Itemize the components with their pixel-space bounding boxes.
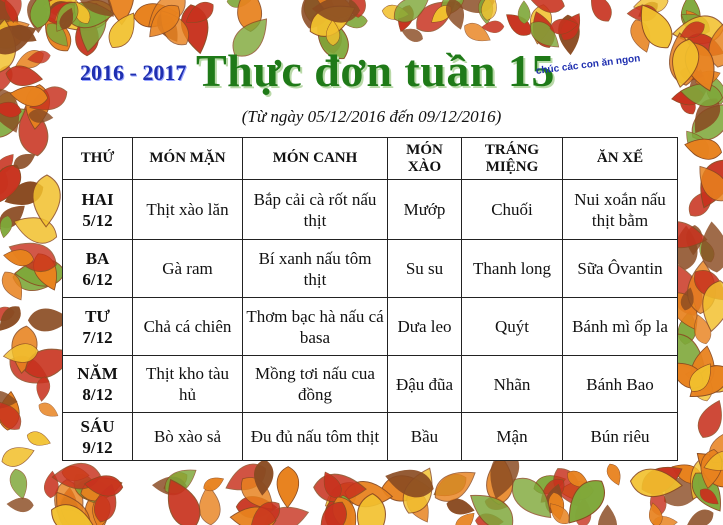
table-row <box>63 298 678 356</box>
autumn-leaf <box>0 442 37 470</box>
main-dish-cell: Thịt xào lăn <box>133 180 243 240</box>
dessert-cell: Quýt <box>462 298 563 356</box>
table-header-row <box>63 138 678 180</box>
snack-cell: Sữa Ôvantin <box>563 240 678 298</box>
dessert-cell: Chuối <box>462 180 563 240</box>
table-row <box>63 356 678 413</box>
main-dish-cell: Bò xào sả <box>133 413 243 461</box>
main-dish-cell: Gà ram <box>133 240 243 298</box>
autumn-leaf <box>598 505 616 525</box>
autumn-leaf <box>25 429 52 449</box>
day-name: HAI <box>81 189 114 209</box>
day-date: 8/12 <box>82 385 113 404</box>
day-cell <box>63 356 133 413</box>
day-name: SÁU <box>80 416 115 436</box>
soup-cell: Bí xanh nấu tôm thịt <box>243 240 388 298</box>
day-cell <box>63 180 133 240</box>
dessert-cell: Thanh long <box>462 240 563 298</box>
autumn-leaf <box>277 466 299 507</box>
autumn-leaf <box>36 400 61 421</box>
day-date: 9/12 <box>82 437 113 457</box>
dessert-cell: Mận <box>462 413 563 461</box>
day-date: 5/12 <box>82 210 113 230</box>
autumn-leaf <box>7 467 30 501</box>
autumn-leaf <box>604 462 624 488</box>
stir-fry-cell: Dưa leo <box>388 298 462 356</box>
col-header-soup: MÓN CANH <box>243 138 388 180</box>
col-header-day: THỨ <box>63 138 133 180</box>
day-cell <box>63 413 133 461</box>
stir-fry-cell: Bầu <box>388 413 462 461</box>
weekly-menu-table <box>62 137 678 461</box>
main-dish-cell: Thịt kho tàu hủ <box>133 356 243 413</box>
col-header-stir-fry: MÓN XÀO <box>388 138 462 180</box>
day-date: 7/12 <box>82 327 113 347</box>
snack-cell: Bún riêu <box>563 413 678 461</box>
day-date: 6/12 <box>82 269 113 289</box>
soup-cell: Mồng tơi nấu cua đồng <box>243 356 388 413</box>
day-cell <box>63 298 133 356</box>
day-name: BA <box>85 248 110 268</box>
stir-fry-cell: Mướp <box>388 180 462 240</box>
snack-cell: Bánh Bao <box>563 356 678 413</box>
soup-cell: Thơm bạc hà nấu cá basa <box>243 298 388 356</box>
autumn-leaf <box>693 396 723 442</box>
snack-cell: Bánh mì ốp la <box>563 298 678 356</box>
col-header-dessert: TRÁNG MIỆNG <box>462 138 563 180</box>
dessert-cell: Nhãn <box>462 356 563 413</box>
table-row <box>63 240 678 298</box>
snack-cell: Nui xoắn nấu thịt bằm <box>563 180 678 240</box>
day-cell <box>63 240 133 298</box>
wish-text: chúc các con ăn ngon <box>535 53 641 77</box>
stir-fry-cell: Đậu đũa <box>388 356 462 413</box>
page-title: Thực đơn tuần 15 <box>196 45 555 96</box>
col-header-main-dish: MÓN MẶN <box>133 138 243 180</box>
autumn-leaf <box>585 0 617 25</box>
autumn-leaf <box>683 506 716 525</box>
soup-cell: Đu đủ nấu tôm thịt <box>243 413 388 461</box>
soup-cell: Bắp cải cà rốt nấu thịt <box>243 180 388 240</box>
day-name: NĂM <box>77 364 118 383</box>
table-row <box>63 413 678 461</box>
day-name: TƯ <box>85 306 110 326</box>
col-header-snack: ĂN XẾ <box>563 138 678 180</box>
autumn-leaf <box>518 1 531 24</box>
stir-fry-cell: Su su <box>388 240 462 298</box>
table-row <box>63 180 678 240</box>
autumn-leaf <box>7 497 34 512</box>
main-dish-cell: Chả cá chiên <box>133 298 243 356</box>
school-year: 2016 - 2017 <box>80 60 187 85</box>
date-range: (Từ ngày 05/12/2016 đến 09/12/2016) <box>241 107 502 126</box>
